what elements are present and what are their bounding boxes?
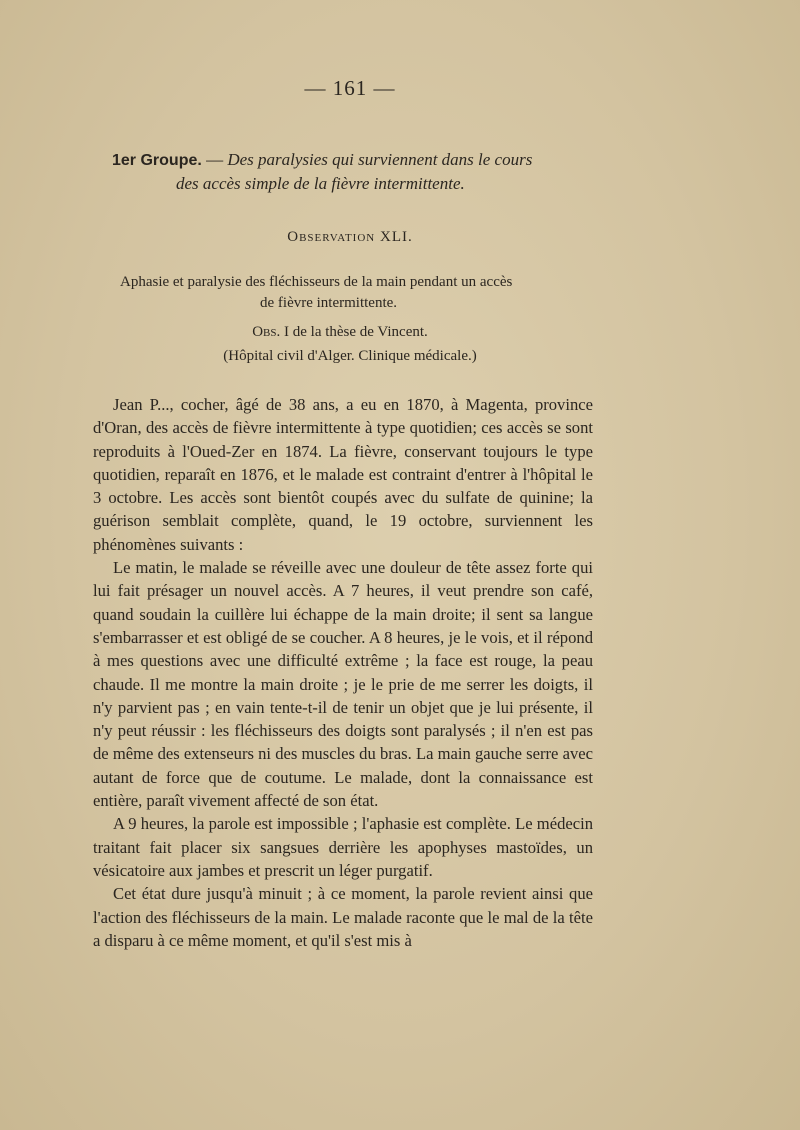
paragraph-1: Jean P..., cocher, âgé de 38 ans, a eu en 1870, à Magenta, province d'Oran, des accès de fièvre intermittente à type quotidien; ces accès se sont reproduits à l'Oued-Zer en 1874. La fièvre, conservant toujours le type quotidien, reparaît en 1876, et le malade est contraint d'entrer à l'hôpital le 3 octobre. Les accès sont bientôt coupés avec du sulfate de quinine; la guérison semblait complète, quand, le 19 octobre, surviennent les phénomènes suivants : [93, 395, 593, 554]
observation-title: Observation XLI. [287, 229, 413, 245]
subtitle-line1: Aphasie et paralysie des fléchisseurs de la main pendant un accès [120, 274, 513, 290]
paragraph-2: Le matin, le malade se réveille avec une douleur de tête assez forte qui lui fait présager un nouvel accès. A 7 heures, il veut prendre son café, quand soudain la cuillère lui échappe de la main droite; il sent sa langue s'embarrasser et est obligé de se coucher. A 8 heures, je le vois, et il répond à mes questions avec une difficulté extrême ; la face est rouge, la peau chaude. Il me montre la main droite ; je le prie de me serrer les doigts, il n'y parvient pas ; en vain tente-t-il de tenir un objet que je lui présente, il n'y peut réussir : les fléchisseurs des doigts sont paralysés ; il n'en est pas de même des extenseurs ni des muscles du bras. La main gauche serre avec autant de force que de coutume. Le malade, dont la connaissance est entière, paraît vivement affecté de son état. [93, 558, 593, 811]
group-label: 1er Groupe. [112, 152, 202, 169]
page-number: — 161 — [304, 76, 396, 100]
group-title-line2: des accès simple de la fièvre intermittente. [176, 174, 465, 193]
reference-rest: I de la thèse de Vincent. [280, 324, 428, 340]
group-title-line1: Des paralysies qui surviennent dans le cours [227, 150, 533, 169]
paragraph-4: Cet état dure jusqu'à minuit ; à ce moment, la parole revient ainsi que l'action des fléchisseurs de la main. Le malade raconte que le mal de la tête a disparu à ce même moment, et qu'il s'est mis à [93, 884, 593, 950]
paragraph-3: A 9 heures, la parole est impossible ; l'aphasie est complète. Le médecin traitant fait placer six sangsues derrière les apophyses mastoïdes, un vésicatoire aux jambes et prescrit un léger purgatif. [93, 814, 593, 880]
group-dash: — [201, 150, 228, 169]
observation-subtitle [120, 272, 600, 314]
reference [0, 324, 680, 341]
group-heading [112, 148, 592, 195]
subtitle-line2: de fièvre intermittente. [260, 295, 398, 311]
hospital-note: (Hôpital civil d'Alger. Clinique médicale.) [223, 348, 477, 364]
reference-abbr: Obs. [252, 324, 281, 340]
body-text [93, 393, 593, 952]
